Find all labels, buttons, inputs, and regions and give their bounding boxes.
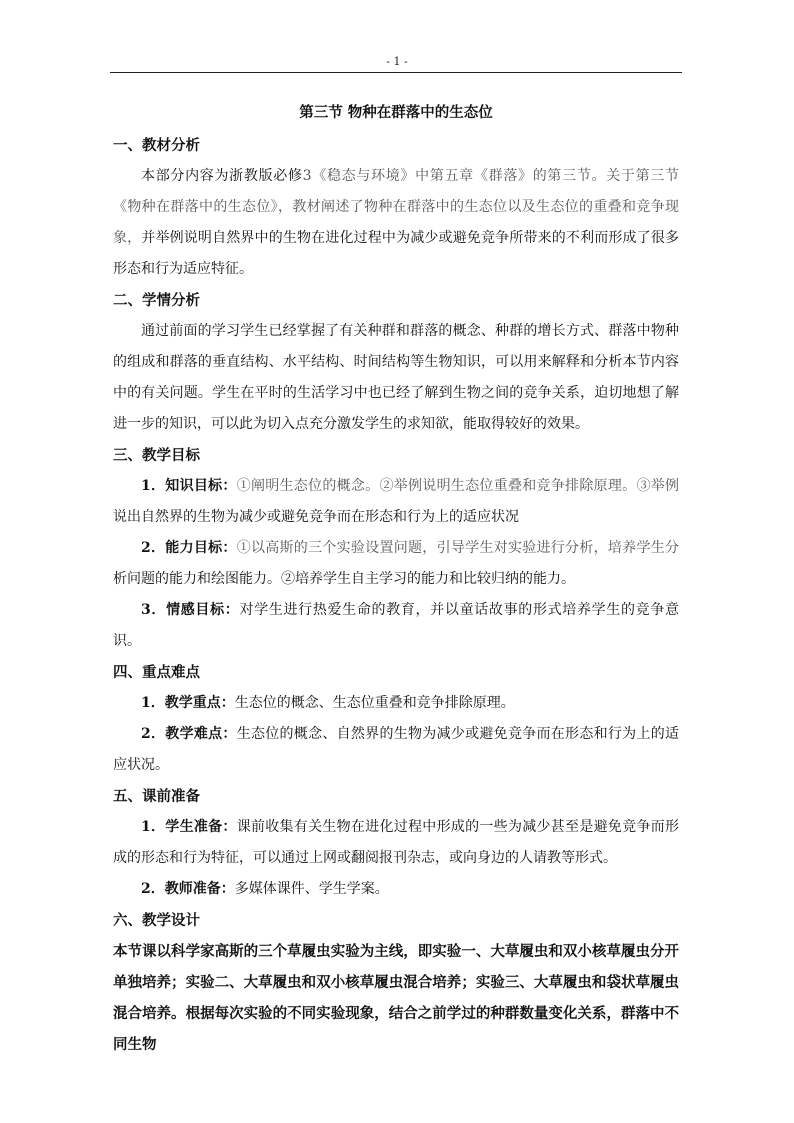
section-heading-preparation: 五、课前准备 xyxy=(113,788,200,805)
materials-text-3: 并举例说明自然界中的生物在进化过程中为减少或避免竞争所带来的不利而形成了很多形态和行为适应特征。 xyxy=(113,230,680,277)
keypoint-focus-text: 生态位的概念、生态位重叠和竞争排除原理。 xyxy=(234,695,515,711)
keypoint-difficulty-label: 2．教学难点： xyxy=(141,726,237,742)
section-heading-materials: 一、教材分析 xyxy=(113,137,200,154)
prep-students xyxy=(113,812,679,874)
goal-knowledge-text-a: ①阐明生态位的概念。②举例说明生态位重叠和竞争排除原理。③举例 xyxy=(236,478,679,494)
goal-emotion xyxy=(113,595,679,657)
goal-emotion-label: 3．情感目标： xyxy=(141,602,240,618)
goal-emotion-text: 对学生进行热爱生命的教育，并以童话故事的形式培养学生的竞争意识。 xyxy=(113,602,680,649)
prep-students-text: 课前收集有关生物在进化过程中形成的一些为减少甚至是避免竞争而形成的形态和行为特征，可以通过上网或翻阅报刊杂志，或向身边的人请教等形式。 xyxy=(113,819,679,866)
document-body xyxy=(113,98,679,1060)
page-title: 第三节 物种在群落中的生态位 xyxy=(299,104,493,121)
keypoint-difficulty xyxy=(113,719,679,781)
page-number: - 1 - xyxy=(386,55,408,68)
goal-ability xyxy=(113,533,679,595)
materials-text-2: 3《稳态与环境》中第五章《群落》的第三节。关于第三节《物种在群落中的生态位》，教材阐述了物种在群落中的生态位以及生态位的重叠和竞争现象， xyxy=(113,168,680,246)
prep-teacher xyxy=(113,874,679,905)
students-paragraph: 通过前面的学习学生已经掌握了有关种群和群落的概念、种群的增长方式、群落中物种的组成和群落的垂直结构、水平结构、时间结构等生物知识，可以用来解释和分析本节内容中的有关问题。学生在平时的生活学习中也已经了解到生物之间的竞争关系，迫切地想了解进一步的知识，可以此为切入点充分激发学生的求知欲，能取得较好的效果。 xyxy=(113,323,679,432)
goal-ability-text-a: ①以高斯的三个实验设置问题，引导学生对实验进行分析，培养学生分 xyxy=(236,540,679,556)
section-heading-students: 二、学情分析 xyxy=(113,292,200,309)
keypoint-focus xyxy=(113,688,679,719)
goal-knowledge xyxy=(113,471,679,533)
goal-ability-text-b: 析问题的能力和绘图能力。②培养学生自主学习的能力和比较归纳的能力。 xyxy=(113,571,575,587)
goal-knowledge-label: 1．知识目标： xyxy=(141,478,237,494)
design-paragraph: 本节课以科学家高斯的三个草履虫实验为主线，即实验一、大草履虫和双小核草履虫分开单独培养；实验二、大草履虫和双小核草履虫混合培养；实验三、大草履虫和袋状草履虫混合培养。根据每次实验的不同实验现象，结合之前学过的种群数量变化关系，群落中不同生物 xyxy=(113,943,679,1053)
section-heading-keypoints: 四、重点难点 xyxy=(113,664,200,681)
section-heading-design: 六、教学设计 xyxy=(113,912,200,929)
goal-ability-label: 2．能力目标： xyxy=(141,540,237,556)
section-heading-goals: 三、教学目标 xyxy=(113,447,200,464)
keypoint-focus-label: 1．教学重点： xyxy=(141,695,235,711)
goal-knowledge-text-b: 说出自然界的生物为减少或避免竞争而在形态和行为上的适应状况 xyxy=(113,509,519,525)
keypoint-difficulty-text: 生态位的概念、自然界的生物为减少或避免竞争而在形态和行为上的适应状况。 xyxy=(113,726,679,773)
prep-teacher-text: 多媒体课件、学生学案。 xyxy=(234,881,389,897)
materials-paragraph xyxy=(113,161,679,285)
prep-teacher-label: 2．教师准备： xyxy=(141,881,235,897)
prep-students-label: 1．学生准备： xyxy=(141,819,237,835)
materials-text-1: 本部分内容为浙教版必修 xyxy=(141,168,303,184)
header-rule xyxy=(110,72,682,73)
